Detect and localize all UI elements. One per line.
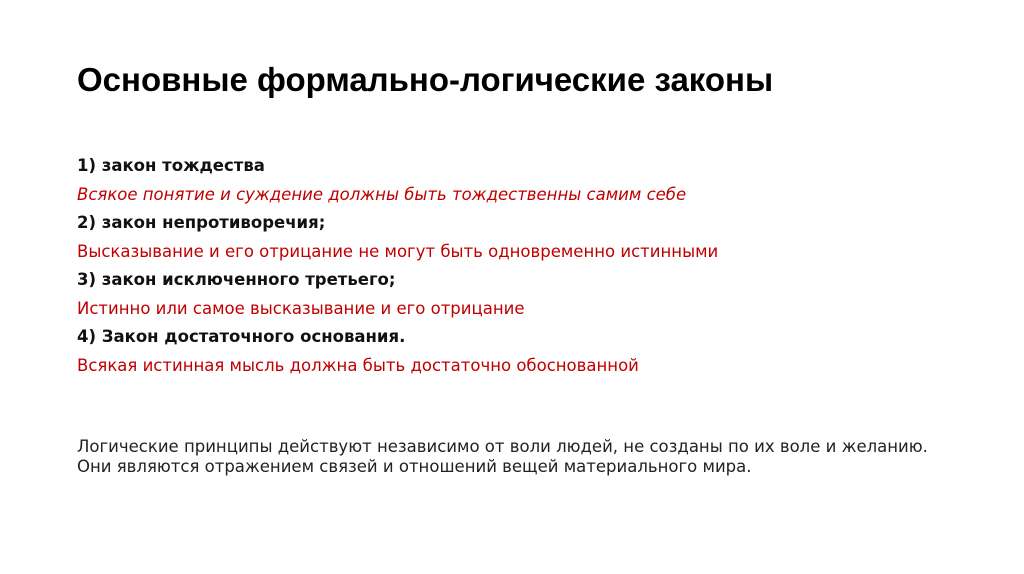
law-text-excluded-middle: Истинно или самое высказывание и его отрицание xyxy=(77,298,525,318)
law-heading-non-contradiction: 2) закон непротиворечия; xyxy=(77,213,326,232)
law-text-non-contradiction: Высказывание и его отрицание не могут быть одновременно истинными xyxy=(77,241,719,261)
law-heading-sufficient-reason: 4) Закон достаточного основания. xyxy=(77,327,406,346)
law-text-identity: Всякое понятие и суждение должны быть тождественны самим себе xyxy=(77,184,687,204)
law-heading-identity: 1) закон тождества xyxy=(77,156,265,175)
footer-paragraph: Логические принципы действуют независимо от воли людей, не созданы по их воле и желанию. Они являются отражением связей и отношений вещей материального мира. xyxy=(77,437,928,476)
slide-title: Основные формально-логические законы xyxy=(77,61,774,98)
law-heading-excluded-middle: 3) закон исключенного третьего; xyxy=(77,270,396,289)
laws-list xyxy=(77,152,718,380)
law-text-sufficient-reason: Всякая истинная мысль должна быть достаточно обоснованной xyxy=(77,355,639,375)
